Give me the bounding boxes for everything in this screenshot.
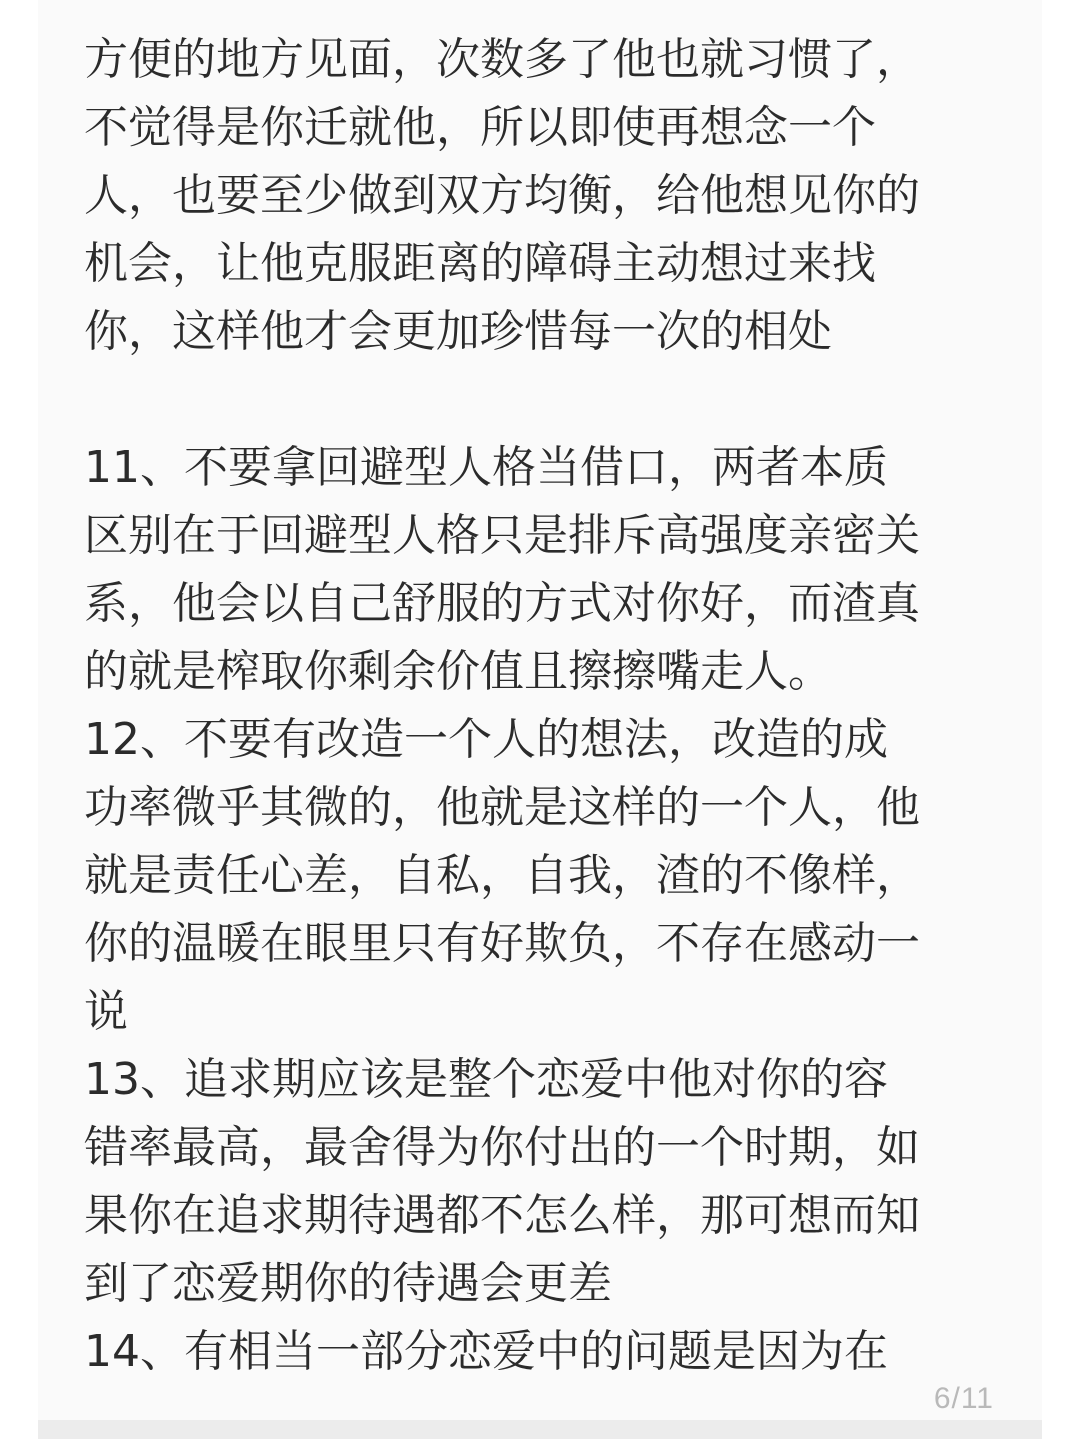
text-line: 13、追求期应该是整个恋爱中他对你的容 (84, 1054, 888, 1105)
text-line: 机会，让他克服距离的障碍主动想过来找 (84, 238, 876, 289)
text-line: 你，这样他才会更加珍惜每一次的相处 (84, 306, 832, 357)
text-line: 果你在追求期待遇都不怎么样，那可想而知 (84, 1190, 920, 1241)
text-line: 说 (84, 986, 128, 1037)
text-line: 人，也要至少做到双方均衡，给他想见你的 (84, 170, 920, 221)
text-line: 11、不要拿回避型人格当借口，两者本质 (84, 442, 888, 493)
text-line: 14、有相当一部分恋爱中的问题是因为在 (84, 1326, 888, 1377)
text-line: 的就是榨取你剩余价值且擦擦嘴走人。 (84, 646, 832, 697)
blank-line (84, 366, 1044, 434)
text-line: 错率最高，最舍得为你付出的一个时期，如 (84, 1122, 920, 1173)
document-body (84, 26, 1044, 1386)
bottom-divider (38, 1420, 1042, 1439)
text-line: 到了恋爱期你的待遇会更差 (84, 1258, 612, 1309)
text-line: 区别在于回避型人格只是排斥高强度亲密关 (84, 510, 920, 561)
text-line: 系，他会以自己舒服的方式对你好，而渣真 (84, 578, 920, 629)
text-line: 就是责任心差，自私，自我，渣的不像样， (84, 850, 920, 901)
page-indicator: 6/11 (933, 1382, 994, 1415)
text-line: 你的温暖在眼里只有好欺负，不存在感动一 (84, 918, 920, 969)
text-line: 不觉得是你迁就他，所以即使再想念一个 (84, 102, 876, 153)
text-line: 12、不要有改造一个人的想法，改造的成 (84, 714, 888, 765)
text-line: 功率微乎其微的，他就是这样的一个人，他 (84, 782, 920, 833)
text-line: 方便的地方见面，次数多了他也就习惯了， (84, 34, 920, 85)
